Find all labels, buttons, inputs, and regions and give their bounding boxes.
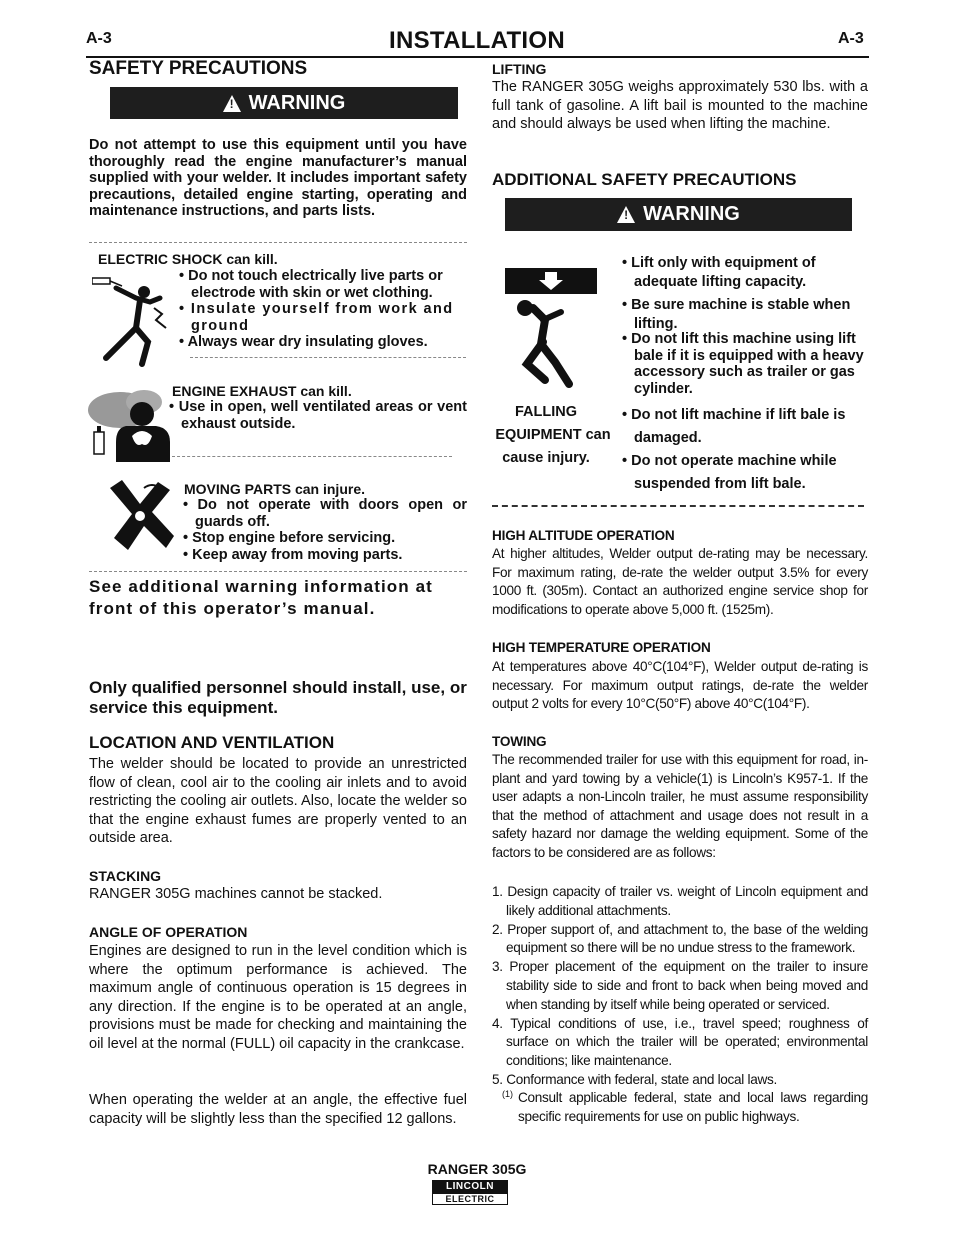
stacking-heading: STACKING xyxy=(89,868,162,884)
towing-factor: 5. Conformance with federal, state and local laws. xyxy=(492,1071,777,1087)
towing-factors-list xyxy=(492,883,868,1090)
moving-item: • Do not operate with doors open or guards off. xyxy=(183,497,467,530)
warning-triangle-icon: ! xyxy=(617,206,635,223)
towing-heading: TOWING xyxy=(492,734,547,749)
warning-label: WARNING xyxy=(248,91,346,114)
high-altitude-text: At higher altitudes, Welder output de-rating may be necessary. For maximum rating, de-rate the welder output 3.5% for every 1000 ft. (305m). Contact an authorized engine service shop for modifications to operate above 5,000 ft. (1525m). xyxy=(492,546,868,617)
lift-item: • Do not lift machine if lift bale is damaged. xyxy=(622,407,846,446)
engine-exhaust-list xyxy=(169,399,467,432)
qualified-personnel-notice: Only qualified personnel should install, use, or service this equipment. xyxy=(89,678,467,717)
moving-parts-title: MOVING PARTS can injure. xyxy=(184,481,365,497)
engine-exhaust-icon xyxy=(86,388,172,462)
location-ventilation-text: The welder should be located to provide an unrestricted flow of clean, cool air to the cooling air inlets and to avoid restricting the cooling air outlets. Also, locate the welder so that the engine exhaust fumes are properly vented to an outside area. xyxy=(89,756,467,847)
see-additional-warning: See additional warning information at front of this operator’s manual. xyxy=(89,577,433,618)
high-temperature-text: At temperatures above 40°C(104°F), Welder output de-rating is necessary. For maximum output ratings, de-rate the welder output 2 volts for every 10°C(50°F) above 40°C(104°F). xyxy=(492,659,868,712)
angle-of-operation-text: Engines are designed to run in the level condition which is where the optimum performance is achieved. The maximum angle of continuous operation is 15 degrees in any direction. If the engine is to be operated at an angle, provisions must be made for checking and maintaining the oil level at the normal (FULL) oil capacity in the crankcase. xyxy=(89,943,467,1052)
safety-precautions-heading: SAFETY PRECAUTIONS xyxy=(89,58,308,79)
falling-label: cause injury. xyxy=(502,450,590,466)
lift-item: • Lift only with equipment of adequate lifting capacity. xyxy=(622,255,816,290)
engine-exhaust-title: ENGINE EXHAUST can kill. xyxy=(172,383,352,399)
divider xyxy=(492,505,864,507)
lift-item: • Do not operate machine while suspended from lift bale. xyxy=(622,453,837,492)
shock-item: • Do not touch electrically live parts or electrode with skin or wet clothing. xyxy=(179,268,443,301)
lincoln-electric-logo xyxy=(432,1180,508,1204)
additional-safety-heading: ADDITIONAL SAFETY PRECAUTIONS xyxy=(492,170,797,189)
divider xyxy=(190,357,466,358)
warning-triangle-icon: ! xyxy=(223,95,241,112)
angle-of-operation-heading: ANGLE OF OPERATION xyxy=(89,924,248,940)
divider xyxy=(172,456,452,457)
falling-label: FALLING xyxy=(514,404,578,420)
electric-shock-list xyxy=(179,268,467,351)
moving-item: • Stop engine before servicing. xyxy=(183,530,396,546)
footnote-text: Consult applicable federal, state and local laws regarding specific requirements for use on public highways. xyxy=(518,1090,868,1124)
electric-shock-title: ELECTRIC SHOCK can kill. xyxy=(98,251,278,267)
location-ventilation-heading: LOCATION AND VENTILATION xyxy=(89,733,335,752)
divider xyxy=(89,571,467,572)
footnote-marker: (1) xyxy=(502,1089,513,1099)
moving-item: • Keep away from moving parts. xyxy=(183,546,403,563)
warning-banner-left xyxy=(110,87,458,119)
shock-item: • Always wear dry insulating gloves. xyxy=(179,334,428,350)
moving-parts-icon xyxy=(104,478,176,556)
electric-shock-icon xyxy=(92,272,174,370)
lift-item: • Do not lift this machine using lift bale if it is equipped with a heavy accessory such as trailer or gas cylinder. xyxy=(622,331,864,397)
exhaust-item: • Use in open, well ventilated areas or vent exhaust outside. xyxy=(169,399,467,432)
divider xyxy=(89,242,467,243)
falling-equipment-icon xyxy=(505,268,597,390)
stacking-text: RANGER 305G machines cannot be stacked. xyxy=(89,886,383,902)
page-number-left: A-3 xyxy=(86,30,112,47)
page-number-right: A-3 xyxy=(838,30,864,47)
towing-factor: 3. Proper placement of the equipment on the trailer to insure stability side to side and front to back when being moved and when standing by itself while being operated or serviced. xyxy=(492,959,868,1012)
moving-parts-list xyxy=(183,497,467,563)
lifting-heading: LIFTING xyxy=(492,61,547,77)
model-name: RANGER 305G xyxy=(427,1161,527,1177)
towing-factor: 4. Typical conditions of use, i.e., travel speed; roughness of surface on which the trailer will be operated; environmental conditions; like maintenance. xyxy=(492,1015,868,1069)
page-title: INSTALLATION xyxy=(388,27,566,54)
intro-warning-text: Do not attempt to use this equipment until you have thoroughly read the engine manufacturer’s manual supplied with your welder. It includes important safety precautions, detailed engine starting, operating and maintenance instructions, and parts lists. xyxy=(89,137,467,219)
warning-label: WARNING xyxy=(643,203,740,225)
angle-fuel-capacity-text: When operating the welder at an angle, the effective fuel capacity will be slightly less than the specified 12 gallons. xyxy=(89,1092,467,1127)
towing-factor: 1. Design capacity of trailer vs. weight of Lincoln equipment and likely additional attachments. xyxy=(492,884,868,918)
high-temperature-heading: HIGH TEMPERATURE OPERATION xyxy=(492,640,711,655)
towing-text: The recommended trailer for use with this equipment for road, in-plant and yard towing by a vehicle(1) is Lincoln’s K957-1. If the user adapts a non-Lincoln trailer, he must assume responsibility that the method of attachment and usage does not result in a safety hazard nor damage the welding equipment. Some of the factors to be considered are as follows: xyxy=(492,752,868,860)
high-altitude-heading: HIGH ALTITUDE OPERATION xyxy=(492,528,675,543)
falling-label: EQUIPMENT can xyxy=(495,427,611,443)
shock-item: • Insulate yourself from work and ground xyxy=(179,301,454,334)
logo-top: LINCOLN xyxy=(432,1180,508,1194)
warning-banner-right xyxy=(505,198,852,231)
lifting-text: The RANGER 305G weighs approximately 530 lbs. with a full tank of gasoline. A lift bail is mounted to the machine and should always be used when lifting the machine. xyxy=(492,79,868,133)
towing-factor: 2. Proper support of, and attachment to, the base of the welding equipment so there will be no undue stress to the framework. xyxy=(492,921,868,956)
logo-bottom: ELECTRIC xyxy=(432,1194,508,1205)
lift-item: • Be sure machine is stable when lifting. xyxy=(622,297,851,332)
